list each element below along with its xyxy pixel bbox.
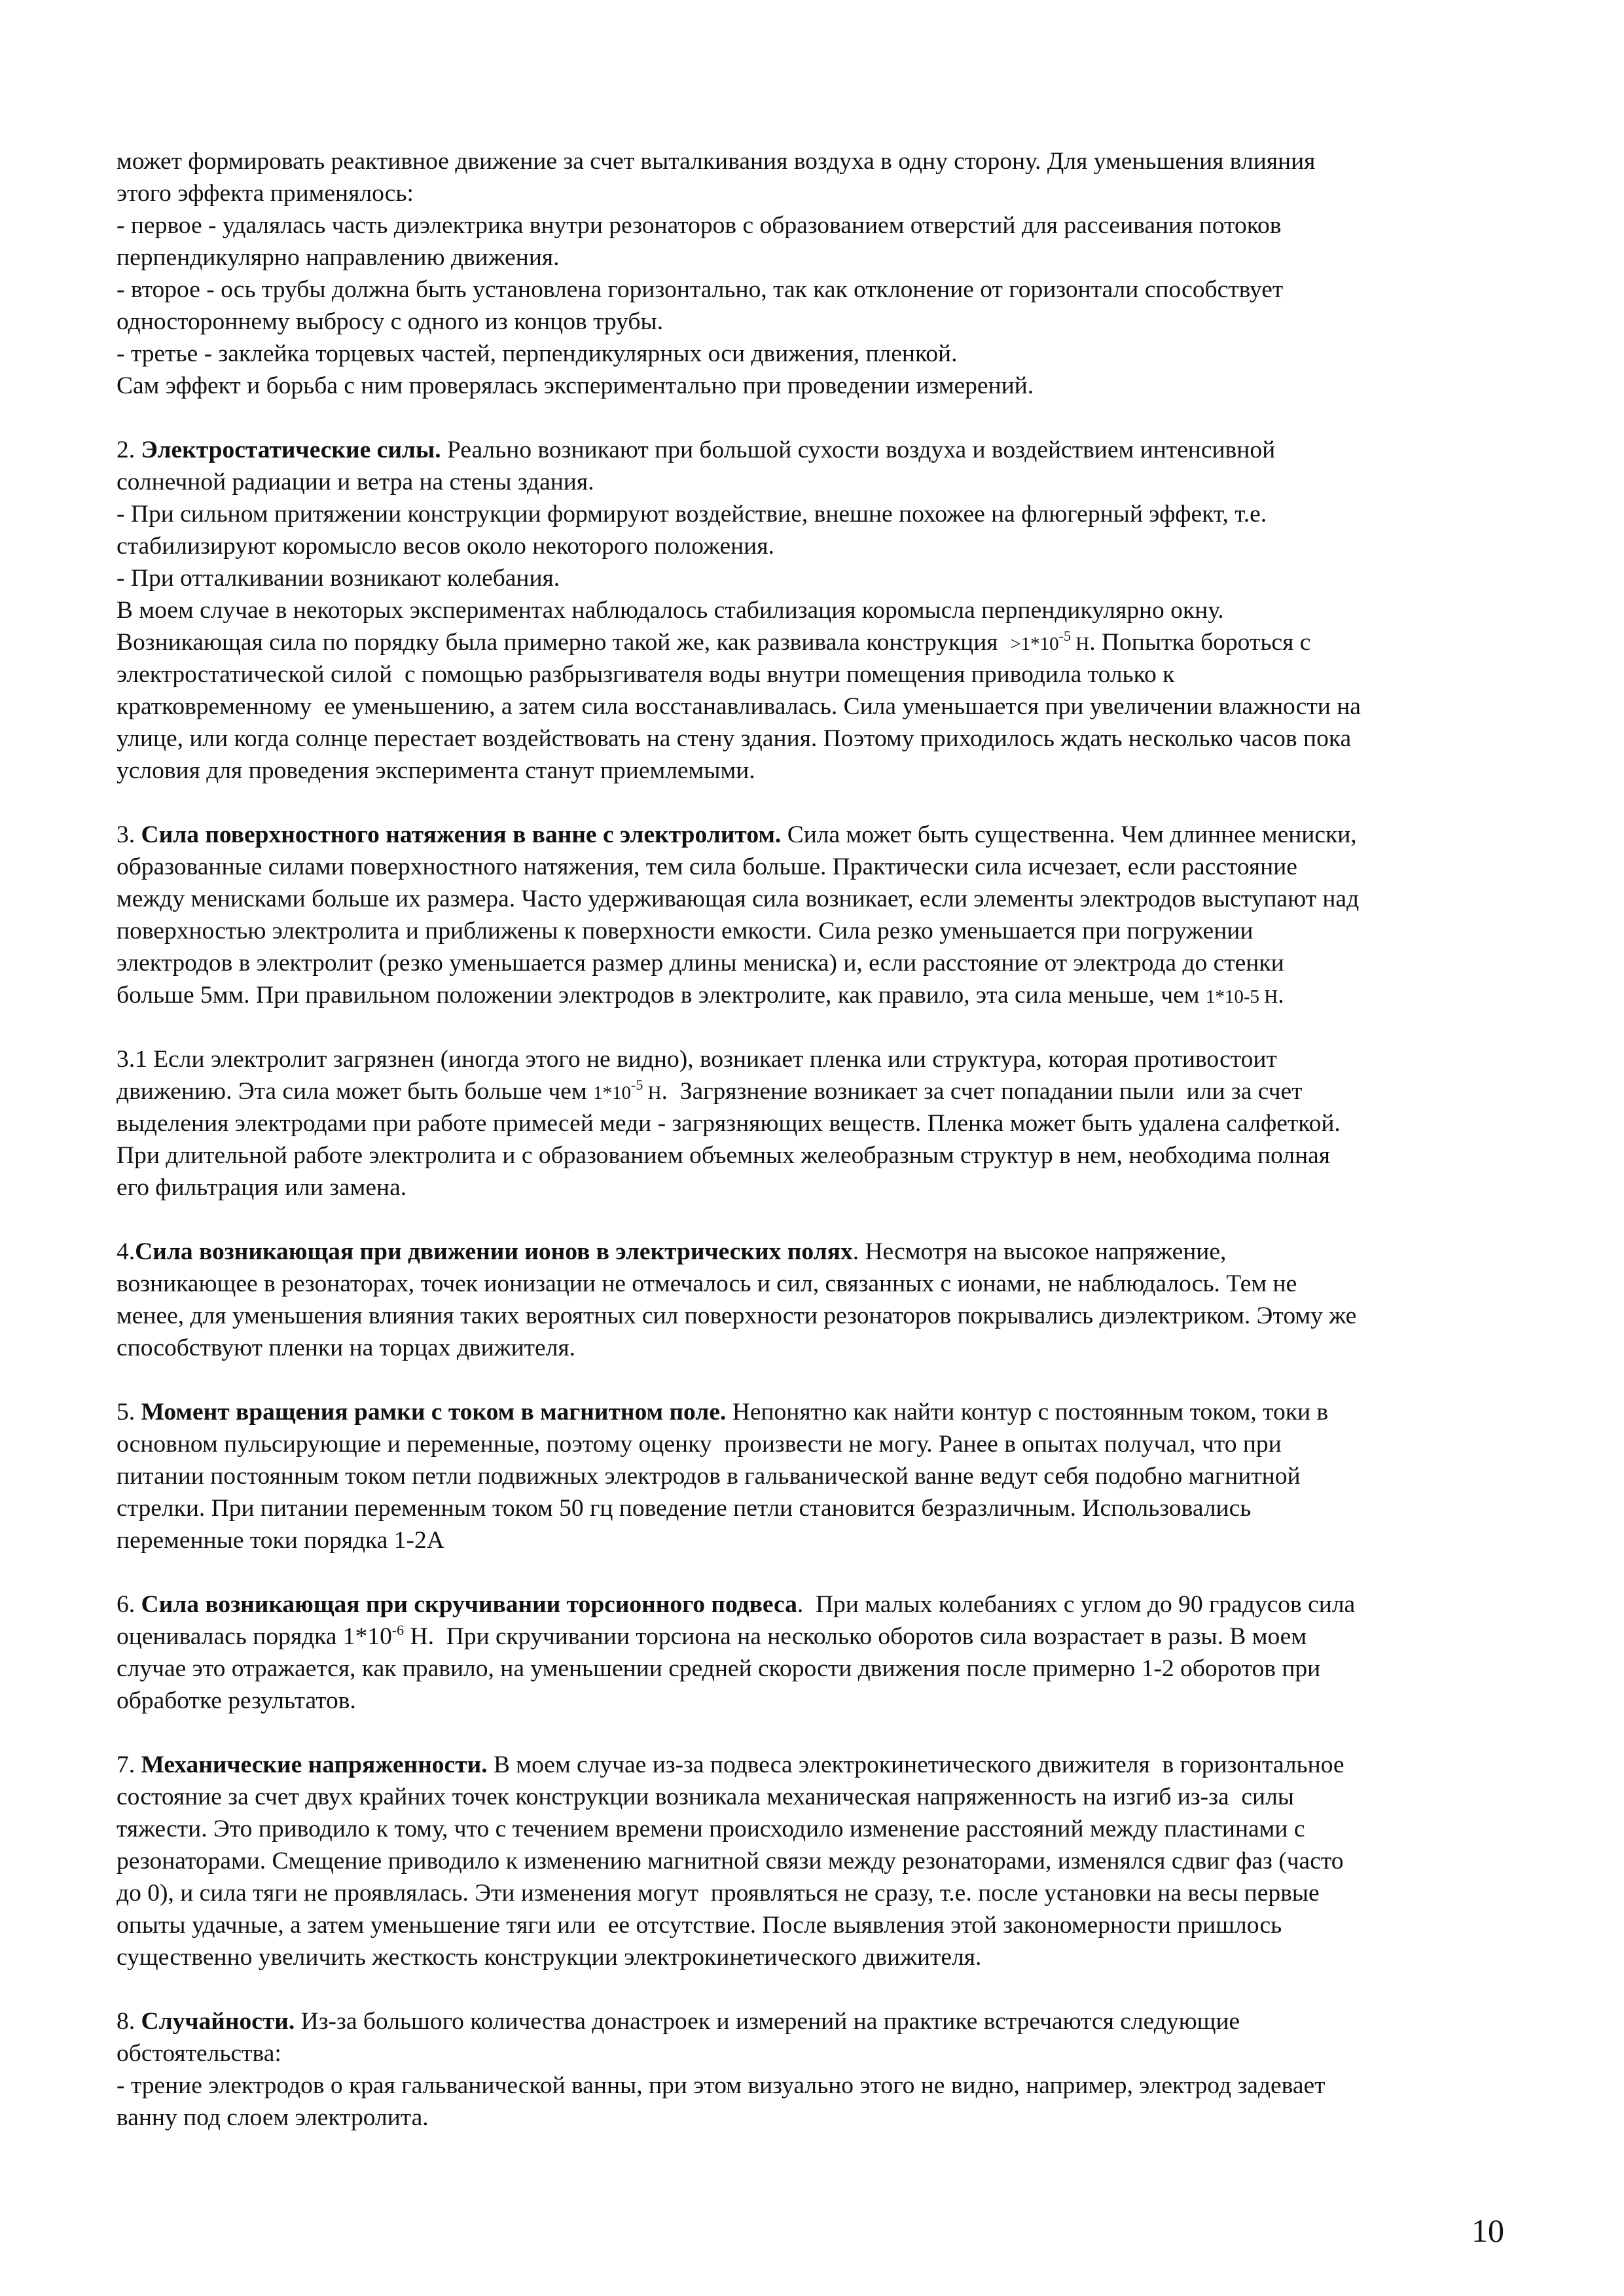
text-line	[117, 947, 1524, 979]
text-run: переменные токи порядка 1-2А	[117, 1527, 444, 1554]
text-line	[117, 1043, 1524, 1075]
section-heading: Сила поверхностного натяжения в ванне с электролитом.	[141, 821, 782, 848]
text-line	[117, 1428, 1524, 1460]
text-run: 1*10-5 Н	[1205, 986, 1278, 1007]
text-line	[117, 1588, 1524, 1621]
text-line	[117, 1139, 1524, 1172]
text-run: >1*10	[1010, 634, 1059, 655]
text-run: перпендикулярно направлению движения.	[117, 244, 560, 271]
text-line	[117, 658, 1524, 691]
text-run: 1*10	[593, 1083, 632, 1103]
text-run: Из-за большого количества донастроек и измерений на практике встречаются следующие	[295, 2008, 1240, 2035]
text-run: Непонятно как найти контур с постоянным током, токи в	[726, 1399, 1329, 1426]
text-line	[117, 242, 1524, 274]
text-run: .	[1278, 982, 1284, 1009]
section-heading: Механические напряженности.	[141, 1751, 488, 1778]
text-line	[117, 1332, 1524, 1364]
text-run: . Попытка бороться с	[1089, 629, 1311, 656]
paragraph-section-4	[117, 1236, 1524, 1364]
text-run: между менисками больше их размера. Часто удерживающая сила возникает, если элементы электродов выступают над	[117, 886, 1360, 912]
text-run: . Несмотря на высокое напряжение,	[852, 1238, 1227, 1265]
text-run: - третье - заклейка торцевых частей, перпендикулярных оси движения, пленкой.	[117, 340, 958, 367]
paragraph-section-3-1	[117, 1043, 1524, 1204]
text-run: до 0), и сила тяги не проявлялась. Эти изменения могут проявляться не сразу, т.е. после установки на весы первые	[117, 1880, 1320, 1907]
text-line	[117, 1460, 1524, 1492]
text-run: стрелки. При питании переменным током 50 гц поведение петли становится безразличным. Использовались	[117, 1495, 1252, 1522]
text-run: обработке результатов.	[117, 1687, 356, 1714]
text-run: состояние за счет двух крайних точек конструкции возникала механическая напряженность на изгиб из-за силы	[117, 1784, 1294, 1810]
text-run: - трение электродов о края гальванической ванны, при этом визуально этого не видно, например, электрод задевает	[117, 2072, 1326, 2099]
text-run: этого эффекта применялось:	[117, 180, 414, 207]
text-line	[117, 2102, 1524, 2134]
text-line	[117, 691, 1524, 723]
text-line	[117, 1909, 1524, 1941]
text-line	[117, 434, 1524, 466]
text-run: В моем случае в некоторых экспериментах наблюдалось стабилизация коромысла перпендикулярно окну.	[117, 597, 1224, 624]
superscript-exponent: -5	[1058, 628, 1071, 644]
paragraph-section-7	[117, 1749, 1524, 1973]
text-run: электростатической силой с помощью разбрызгивателя воды внутри помещения приводила только к	[117, 661, 1175, 688]
text-run: - второе - ось трубы должна быть установлена горизонтально, так как отклонение от горизонтали способствует	[117, 276, 1284, 303]
paragraph-section-8	[117, 2005, 1524, 2134]
text-run: - При сильном притяжении конструкции формируют воздействие, внешне похожее на флюгерный эффект, т.е.	[117, 501, 1267, 528]
text-run: менее, для уменьшения влияния таких вероятных сил поверхности резонаторов покрывались диэлектриком. Этому же	[117, 1302, 1357, 1329]
text-line	[117, 209, 1524, 242]
text-run: ванну под слоем электролита.	[117, 2104, 429, 2131]
text-line	[117, 1781, 1524, 1813]
text-line	[117, 755, 1524, 787]
text-run: - первое - удалялась часть диэлектрика внутри резонаторов с образованием отверстий для рассеивания потоков	[117, 212, 1282, 239]
text-line	[117, 1653, 1524, 1685]
document-body	[117, 145, 1524, 2166]
text-run: движению. Эта сила может быть больше чем	[117, 1078, 594, 1105]
text-run: стабилизируют коромысло весов около некоторого положения.	[117, 533, 774, 560]
text-run: 2.	[117, 437, 141, 463]
text-line	[117, 306, 1524, 338]
text-run: Н. При скручивании торсиона на несколько оборотов сила возрастает в разы. В моем	[404, 1623, 1307, 1650]
page-number: 10	[1471, 2212, 1504, 2249]
text-run: возникающее в резонаторах, точек ионизации не отмечалось и сил, связанных с ионами, не наблюдалось. Тем не	[117, 1270, 1297, 1297]
text-line	[117, 466, 1524, 498]
text-line	[117, 883, 1524, 915]
text-line	[117, 1524, 1524, 1556]
text-run: поверхностью электролита и приближены к поверхности емкости. Сила резко уменьшается при погружении	[117, 918, 1254, 944]
text-run: может формировать реактивное движение за счет выталкивания воздуха в одну сторону. Для уменьшения влияния	[117, 148, 1316, 175]
text-run: оценивалась порядка 1*10	[117, 1623, 392, 1650]
text-run: 6.	[117, 1591, 141, 1618]
text-run: Реально возникают при большой сухости воздуха и воздействием интенсивной	[441, 437, 1276, 463]
text-line	[117, 1075, 1524, 1107]
text-line	[117, 498, 1524, 530]
text-run: электродов в электролит (резко уменьшается размер длины мениска) и, если расстояние от электрода до стенки	[117, 950, 1284, 977]
section-heading: Случайности.	[141, 2008, 295, 2035]
text-run: . При малых колебаниях с углом до 90 градусов сила	[797, 1591, 1356, 1618]
text-line	[117, 1236, 1524, 1268]
text-line	[117, 530, 1524, 562]
text-run: 8.	[117, 2008, 141, 2035]
text-run: резонаторами. Смещение приводило к изменению магнитной связи между резонаторами, изменялся сдвиг фаз (часто	[117, 1848, 1344, 1874]
superscript-exponent: -6	[391, 1622, 405, 1638]
text-run: - При отталкивании возникают колебания.	[117, 565, 560, 592]
text-run: основном пульсирующие и переменные, поэтому оценку произвести не могу. Ранее в опытах получал, что при	[117, 1431, 1282, 1458]
text-run: обстоятельства:	[117, 2040, 281, 2067]
text-line	[117, 1685, 1524, 1717]
text-line	[117, 1941, 1524, 1973]
text-line	[117, 1300, 1524, 1332]
superscript-exponent: -5	[631, 1077, 643, 1093]
text-line	[117, 626, 1524, 658]
text-line	[117, 370, 1524, 402]
paragraph-section-5	[117, 1396, 1524, 1556]
text-line	[117, 2005, 1524, 2037]
text-line	[117, 1813, 1524, 1845]
text-run: Н	[1071, 634, 1090, 655]
text-run: его фильтрация или замена.	[117, 1174, 407, 1201]
text-run: питании постоянным током петли подвижных электродов в гальванической ванне ведут себя подобно магнитной	[117, 1463, 1301, 1490]
text-run: 3.	[117, 821, 141, 848]
text-run: кратковременному ее уменьшению, а затем сила восстанавливалась. Сила уменьшается при увеличении влажности на	[117, 693, 1361, 720]
text-run: солнечной радиации и ветра на стены здания.	[117, 469, 594, 495]
text-line	[117, 2037, 1524, 2070]
section-heading: Электростатические силы.	[141, 437, 441, 463]
text-run: Сила может быть существенна. Чем длиннее мениски,	[781, 821, 1357, 848]
text-run: 7.	[117, 1751, 141, 1778]
text-line	[117, 1877, 1524, 1909]
text-run: тяжести. Это приводило к тому, что с течением времени происходило изменение расстояний между пластинами с	[117, 1816, 1305, 1842]
text-line	[117, 594, 1524, 626]
section-heading: Сила возникающая при движении ионов в электрических полях	[135, 1238, 853, 1265]
text-run: существенно увеличить жесткость конструкции электрокинетического движителя.	[117, 1944, 982, 1971]
text-line	[117, 723, 1524, 755]
paragraph-section-3	[117, 819, 1524, 1011]
text-run: условия для проведения эксперимента станут приемлемыми.	[117, 757, 755, 784]
text-run: При длительной работе электролита и с образованием объемных желеобразным структур в нем, необходима полная	[117, 1142, 1331, 1169]
text-line	[117, 819, 1524, 851]
text-run: 4.	[117, 1238, 135, 1265]
text-line	[117, 1268, 1524, 1300]
text-run: 5.	[117, 1399, 141, 1426]
paragraph-section-2	[117, 434, 1524, 787]
text-line	[117, 177, 1524, 209]
text-line	[117, 979, 1524, 1011]
text-line	[117, 1749, 1524, 1781]
text-run: . Загрязнение возникает за счет попадании пыли или за счет	[661, 1078, 1303, 1105]
text-run: образованные силами поверхностного натяжения, тем сила больше. Практически сила исчезает, если расстояние	[117, 853, 1297, 880]
text-line	[117, 1396, 1524, 1428]
text-line	[117, 1172, 1524, 1204]
text-run: больше 5мм. При правильном положении электродов в электролите, как правило, эта сила меньше, чем	[117, 982, 1206, 1009]
text-line	[117, 1492, 1524, 1524]
text-run: одностороннему выбросу с одного из концов трубы.	[117, 308, 664, 335]
text-line	[117, 1621, 1524, 1653]
text-line	[117, 2070, 1524, 2102]
text-run: случае это отражается, как правило, на уменьшении средней скорости движения после примерно 1-2 оборотов при	[117, 1655, 1321, 1682]
paragraph-intro-continuation	[117, 145, 1524, 402]
text-line	[117, 851, 1524, 883]
text-run: улице, или когда солнце перестает воздействовать на стену здания. Поэтому приходилось ждать несколько часов пока	[117, 725, 1352, 752]
text-run: Н	[643, 1083, 662, 1103]
text-run: выделения электродами при работе примесей меди - загрязняющих веществ. Пленка может быть удалена салфеткой.	[117, 1110, 1341, 1137]
text-line	[117, 562, 1524, 594]
text-run: Возникающая сила по порядку была примерно такой же, как развивала конструкция	[117, 629, 1011, 656]
text-line	[117, 274, 1524, 306]
text-line	[117, 915, 1524, 947]
text-run: 3.1 Если электролит загрязнен (иногда этого не видно), возникает пленка или структура, которая противостоит	[117, 1046, 1277, 1073]
text-run: способствуют пленки на торцах движителя.	[117, 1335, 576, 1361]
section-heading: Сила возникающая при скручивании торсионного подвеса	[141, 1591, 797, 1618]
text-line	[117, 1107, 1524, 1139]
text-run: В моем случае из-за подвеса электрокинетического движителя в горизонтальное	[487, 1751, 1344, 1778]
text-run: опыты удачные, а затем уменьшение тяги или ее отсутствие. После выявления этой закономерности пришлось	[117, 1912, 1282, 1939]
text-line	[117, 145, 1524, 177]
section-heading: Момент вращения рамки с током в магнитном поле.	[141, 1399, 727, 1426]
text-run: Сам эффект и борьба с ним проверялась экспериментально при проведении измерений.	[117, 372, 1034, 399]
paragraph-section-6	[117, 1588, 1524, 1717]
text-line	[117, 1845, 1524, 1877]
text-line	[117, 338, 1524, 370]
